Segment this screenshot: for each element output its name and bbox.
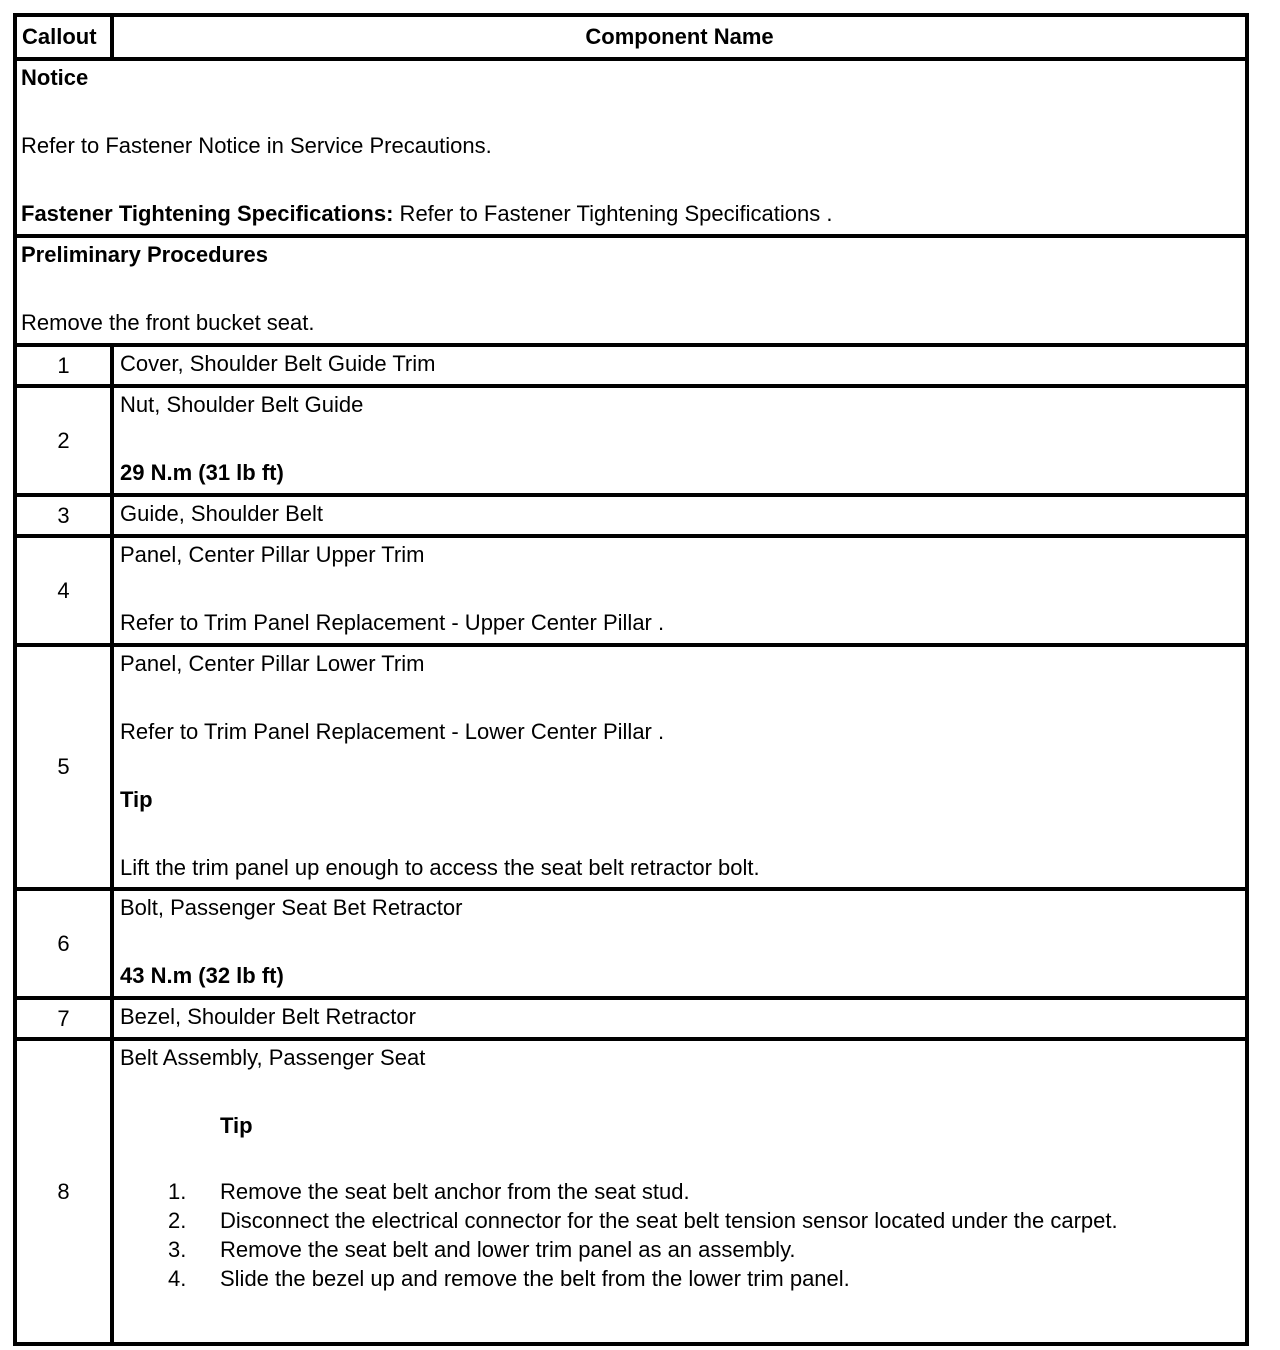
preliminary-cell: [15, 236, 1247, 345]
callout-number: 3: [15, 495, 112, 536]
component-cell: [112, 889, 1247, 998]
component-cell: [112, 386, 1247, 495]
torque-spec: 43 N.m (32 lb ft): [120, 963, 284, 988]
table-row: [15, 1039, 1247, 1344]
component-cell: [112, 536, 1247, 645]
preliminary-title: Preliminary Procedures: [21, 242, 269, 267]
tip-label: Tip: [120, 787, 153, 812]
step-text: Slide the bezel up and remove the belt from the lower trim panel.: [220, 1266, 850, 1291]
list-item: [120, 1206, 1245, 1235]
notice-cell: [15, 59, 1247, 236]
component-name: Belt Assembly, Passenger Seat: [120, 1045, 426, 1070]
notice-title: Notice: [21, 65, 89, 90]
table-row: [15, 495, 1247, 536]
component-cell: [112, 1039, 1247, 1344]
fastener-spec-label: Fastener Tightening Specifications:: [21, 201, 394, 226]
component-name: Panel, Center Pillar Lower Trim: [120, 651, 425, 676]
notice-row: [15, 59, 1247, 236]
component-cell: [112, 645, 1247, 889]
step-number: 3.: [168, 1237, 187, 1262]
component-table-sheet: [13, 13, 1245, 1346]
callout-number: 8: [15, 1039, 112, 1344]
table-row: [15, 536, 1247, 645]
component-name: Nut, Shoulder Belt Guide: [120, 392, 364, 417]
component-name: Cover, Shoulder Belt Guide Trim: [112, 345, 1247, 386]
list-item: [120, 1177, 1245, 1206]
reference-note: Refer to Trim Panel Replacement - Upper Center Pillar .: [120, 610, 665, 635]
step-number: 2.: [168, 1208, 187, 1233]
list-item: [120, 1235, 1245, 1264]
callout-number: 2: [15, 386, 112, 495]
callout-header: Callout: [15, 15, 112, 59]
callout-number: 4: [15, 536, 112, 645]
component-name: Guide, Shoulder Belt: [112, 495, 1247, 536]
step-text: Remove the seat belt anchor from the seat stud.: [220, 1179, 690, 1204]
preliminary-row: [15, 236, 1247, 345]
component-name: Bezel, Shoulder Belt Retractor: [112, 998, 1247, 1039]
header-row: [15, 15, 1247, 59]
fastener-spec-line: [21, 197, 1239, 231]
fastener-spec-text: Refer to Fastener Tightening Specifications .: [393, 201, 833, 226]
callout-number: 7: [15, 998, 112, 1039]
torque-spec: 29 N.m (31 lb ft): [120, 460, 284, 485]
table-row: [15, 645, 1247, 889]
preliminary-text: Remove the front bucket seat.: [21, 310, 315, 335]
tip-text: Lift the trim panel up enough to access the seat belt retractor bolt.: [120, 855, 760, 880]
table-row: [15, 386, 1247, 495]
step-text: Disconnect the electrical connector for the seat belt tension sensor located under the carpet.: [220, 1208, 1118, 1233]
reference-note: Refer to Trim Panel Replacement - Lower Center Pillar .: [120, 719, 665, 744]
list-item: [120, 1264, 1245, 1293]
component-name: Panel, Center Pillar Upper Trim: [120, 542, 425, 567]
component-name-header: Component Name: [112, 15, 1247, 59]
step-number: 4.: [168, 1266, 187, 1291]
step-number: 1.: [168, 1179, 187, 1204]
notice-text: Refer to Fastener Notice in Service Precautions.: [21, 133, 492, 158]
callout-number: 5: [15, 645, 112, 889]
table-row: [15, 345, 1247, 386]
component-name: Bolt, Passenger Seat Bet Retractor: [120, 895, 463, 920]
step-text: Remove the seat belt and lower trim panel as an assembly.: [220, 1237, 796, 1262]
tip-label: Tip: [220, 1113, 253, 1138]
table-row: [15, 889, 1247, 998]
tip-steps-list: [120, 1177, 1245, 1293]
callout-number: 6: [15, 889, 112, 998]
component-table: [13, 13, 1249, 1346]
table-row: [15, 998, 1247, 1039]
callout-number: 1: [15, 345, 112, 386]
